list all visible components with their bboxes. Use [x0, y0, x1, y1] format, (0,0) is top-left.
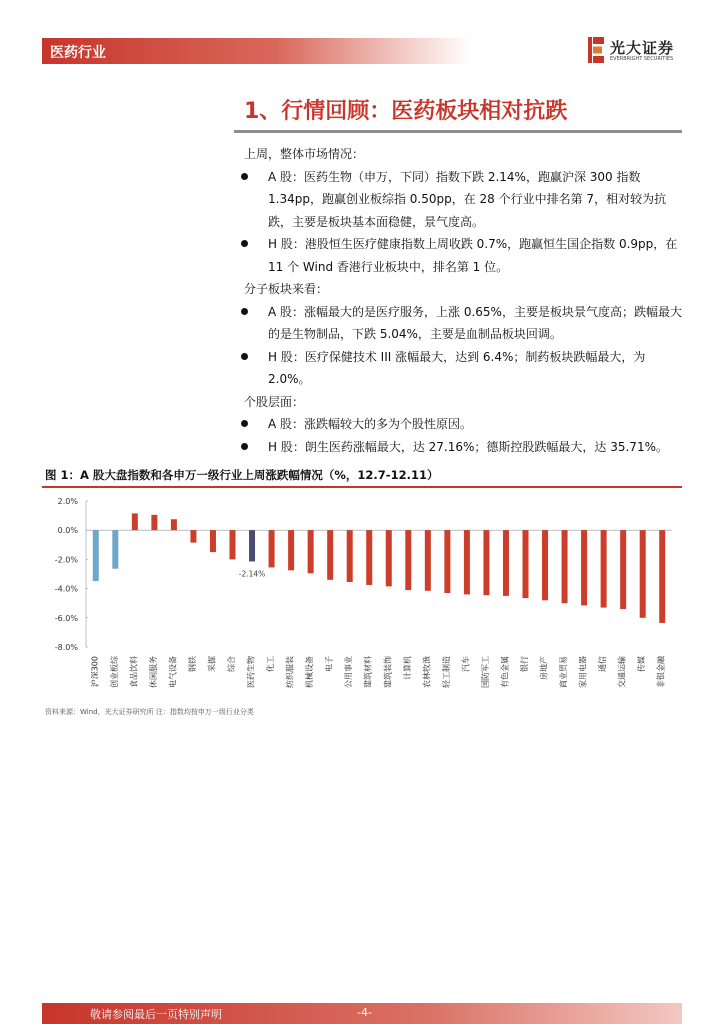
- x-tick-label: 电气设备: [168, 656, 178, 688]
- x-tick-label: 汽车: [461, 656, 471, 672]
- footer-disclaimer: 敬请参阅最后一页特别声明: [90, 1008, 222, 1021]
- bullet-a-share-stock: [244, 413, 684, 436]
- bar-annotation: -2.14%: [238, 569, 266, 579]
- y-tick-label: 2.0%: [57, 497, 78, 506]
- bar-公用事业: [347, 530, 353, 582]
- header-label: 医药行业: [50, 45, 106, 61]
- bullet-icon: [241, 173, 248, 180]
- bar-计算机: [405, 530, 411, 590]
- bar-医药生物: [249, 530, 255, 561]
- bullet-icon: [241, 443, 248, 450]
- bullet-icon: [241, 353, 248, 360]
- bar-商业贸易: [562, 530, 568, 603]
- logo-chinese-name: 光大证券: [610, 39, 675, 57]
- body-content: [244, 143, 684, 458]
- x-tick-label: 建筑装饰: [383, 656, 393, 688]
- y-tick-label: -2.0%: [54, 555, 78, 565]
- y-tick-label: 0.0%: [57, 526, 78, 536]
- bar-汽车: [464, 530, 470, 594]
- x-tick-label: 轻工制造: [441, 656, 451, 688]
- x-tick-label: 银行: [520, 656, 529, 672]
- x-tick-label: 有色金属: [500, 656, 510, 688]
- figure-source-note: 资料来源：Wind，光大证券研究所 注：指数均按申万一级行业分类: [45, 708, 254, 716]
- x-tick-label: 房地产: [539, 656, 549, 680]
- everbright-logo-icon: [588, 37, 604, 63]
- bar-传媒: [640, 530, 646, 618]
- bar-房地产: [542, 530, 548, 600]
- y-tick-label: -6.0%: [54, 613, 78, 623]
- bar-通信: [601, 530, 607, 607]
- y-tick-label: -8.0%: [54, 643, 78, 652]
- x-tick-label: 休闲服务: [148, 656, 158, 688]
- chart-labels: [55, 497, 666, 688]
- bar-非银金融: [659, 530, 665, 623]
- x-tick-label: 机械设备: [305, 656, 315, 688]
- bullet-icon: [241, 420, 248, 427]
- bullet-a-share-sector: [244, 301, 684, 346]
- x-tick-label: 化工: [266, 656, 276, 672]
- x-tick-label: 电子: [324, 656, 334, 672]
- x-tick-label: 纺织服装: [285, 656, 295, 688]
- heading-stock-level: 个股层面：: [244, 394, 305, 409]
- x-tick-label: 农林牧渔: [422, 656, 432, 688]
- y-tick-label: -4.0%: [54, 584, 78, 594]
- x-tick-label: 医药生物: [246, 656, 256, 688]
- x-tick-label: 计算机: [402, 656, 412, 680]
- heading-overall-market: 上周，整体市场情况：: [244, 147, 365, 161]
- bar-纺织服装: [288, 530, 294, 570]
- bar-建筑材料: [366, 530, 372, 585]
- x-tick-label: 创业板综: [109, 656, 119, 688]
- bullet-text: H 股：医疗保健技术 III 涨幅最大，达到 6.4%；制药板块跌幅最大，为 2.0%。: [268, 349, 646, 386]
- bar-机械设备: [308, 530, 314, 573]
- x-tick-label: 沪深300: [90, 656, 100, 688]
- section-title: 1、行情回顾：医药板块相对抗跌: [244, 99, 568, 124]
- x-tick-label: 综合: [227, 656, 236, 672]
- sector-return-bar-chart: [42, 490, 682, 705]
- page-number: -4-: [357, 1006, 372, 1019]
- bar-电气设备: [171, 519, 177, 530]
- x-tick-label: 采掘: [207, 656, 217, 672]
- x-tick-label: 食品饮料: [129, 656, 139, 688]
- x-tick-label: 交通运输: [617, 656, 627, 688]
- bullet-h-share-market: [244, 233, 684, 278]
- x-tick-label: 公用事业: [344, 656, 354, 688]
- bullet-h-share-stock: [244, 436, 684, 459]
- bar-休闲服务: [151, 515, 157, 530]
- bar-家用电器: [581, 530, 587, 605]
- x-tick-label: 通信: [598, 656, 608, 672]
- bar-沪深300: [93, 530, 99, 581]
- footer-bar: [42, 1003, 682, 1024]
- x-tick-label: 家用电器: [578, 656, 588, 688]
- bullet-icon: [241, 308, 248, 315]
- bar-食品饮料: [132, 513, 138, 530]
- bullet-icon: [241, 240, 248, 247]
- bullet-h-share-sector: [244, 346, 684, 391]
- bar-钢铁: [190, 530, 196, 542]
- bar-轻工制造: [444, 530, 450, 593]
- bar-采掘: [210, 530, 216, 552]
- x-tick-label: 商业贸易: [559, 656, 569, 688]
- title-divider: [234, 130, 682, 133]
- bar-化工: [269, 530, 275, 567]
- bar-建筑装饰: [386, 530, 392, 586]
- bar-有色金属: [503, 530, 509, 596]
- bar-创业板综: [112, 530, 118, 569]
- chart-bars: [93, 513, 665, 623]
- bullet-a-share-market: [244, 166, 684, 234]
- bar-交通运输: [620, 530, 626, 609]
- bullet-text: H 股：港股恒生医疗健康指数上周收跌 0.7%，跑赢恒生国企指数 0.9pp，在 11 个 Wind 香港行业板块中，排名第 1 位。: [268, 237, 678, 274]
- bar-电子: [327, 530, 333, 580]
- x-tick-label: 钢铁: [187, 656, 197, 672]
- bar-综合: [230, 530, 236, 559]
- bar-农林牧渔: [425, 530, 431, 591]
- header-bar: [42, 38, 472, 64]
- x-tick-label: 建筑材料: [363, 656, 373, 688]
- bullet-text: A 股：涨幅最大的是医疗服务，上涨 0.65%，主要是板块景气度高；跌幅最大的是生物制品，下跌 5.04%，主要是血制品板块回调。: [268, 304, 682, 341]
- figure-title: 图 1：A 股大盘指数和各申万一级行业上周涨跌幅情况（%，12.7-12.11）: [45, 468, 439, 482]
- heading-sub-sector: 分子板块来看：: [244, 282, 329, 296]
- bar-国防军工: [483, 530, 489, 595]
- logo-english-name: EVERBRIGHT SECURITIES: [610, 56, 674, 62]
- bullet-text: A 股：医药生物（申万，下同）指数下跌 2.14%，跑赢沪深 300 指数 1.34pp，跑赢创业板综指 0.50pp，在 28 个行业中排名第 7，相对较为抗跌，主要是板块基本面稳健，景气度高。: [268, 169, 667, 229]
- figure-divider: [42, 486, 682, 488]
- x-tick-label: 传媒: [637, 656, 647, 672]
- x-tick-label: 非银金融: [656, 656, 666, 688]
- brand-logo: [588, 36, 688, 66]
- bar-银行: [523, 530, 529, 598]
- bullet-text: H 股：朗生医药涨幅最大，达 27.16%；德斯控股跌幅最大，达 35.71%。: [268, 439, 668, 454]
- bullet-text: A 股：涨跌幅较大的多为个股性原因。: [268, 417, 473, 431]
- x-tick-label: 国防军工: [480, 656, 490, 688]
